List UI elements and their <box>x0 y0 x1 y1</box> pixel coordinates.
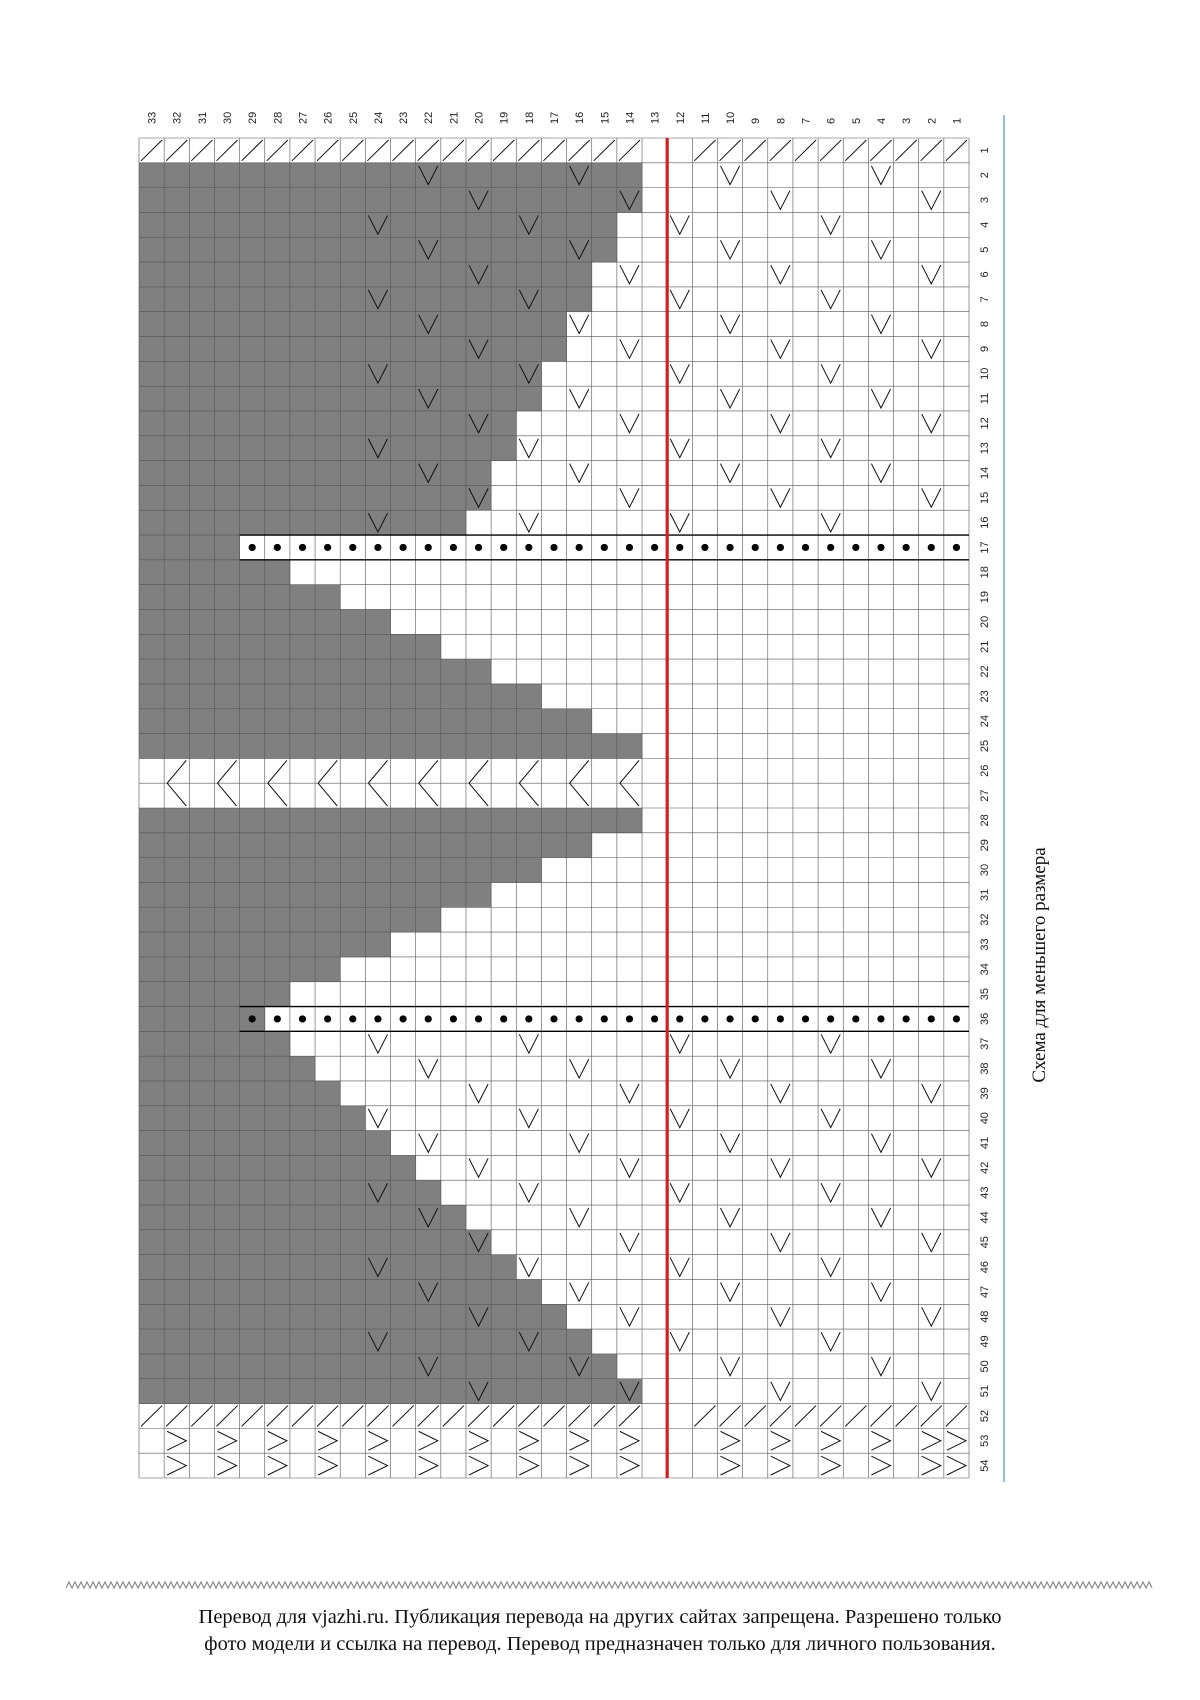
top-axis-label: 28 <box>272 111 285 124</box>
dot-symbol <box>299 544 306 551</box>
shaded-block <box>391 634 417 758</box>
top-axis-label: 30 <box>222 111 235 124</box>
top-axis-label: 33 <box>146 111 159 124</box>
dot-symbol <box>777 544 784 551</box>
dot-symbol <box>877 1015 884 1022</box>
shaded-block <box>164 163 190 536</box>
top-axis-label: 31 <box>196 111 209 124</box>
right-axis-label: 7 <box>979 296 991 303</box>
right-axis-label: 48 <box>979 1310 991 1323</box>
shaded-block <box>214 535 240 759</box>
shaded-block <box>416 808 442 932</box>
dot-symbol <box>374 544 381 551</box>
chart-caption-text: Схема для меньшего размера <box>1029 847 1050 1083</box>
right-axis-label: 12 <box>979 417 991 430</box>
right-axis-label: 44 <box>979 1211 991 1224</box>
right-axis-label: 9 <box>979 345 991 352</box>
right-axis-label: 18 <box>979 566 991 579</box>
dot-symbol <box>601 544 608 551</box>
top-axis-label: 12 <box>674 111 687 124</box>
right-axis-label: 24 <box>979 715 991 728</box>
dot-symbol <box>852 1015 859 1022</box>
shaded-block <box>290 585 316 759</box>
right-axis-label: 30 <box>979 863 991 877</box>
shaded-block <box>240 163 266 536</box>
dot-symbol <box>324 544 331 551</box>
shaded-block <box>265 1031 291 1404</box>
right-axis-label: 47 <box>979 1285 991 1299</box>
right-axis-label: 5 <box>979 246 991 253</box>
dot-symbol <box>802 544 809 551</box>
dot-symbol <box>475 1015 482 1022</box>
shaded-block <box>416 634 442 758</box>
dot-symbol <box>827 544 834 551</box>
right-axis-label: 45 <box>979 1236 991 1249</box>
dot-symbol <box>626 1015 633 1022</box>
right-axis-label: 32 <box>979 913 991 926</box>
dot-symbol <box>374 1015 381 1022</box>
top-axis-label: 25 <box>347 111 360 124</box>
dot-symbol <box>450 544 457 551</box>
top-axis-label: 24 <box>372 111 385 124</box>
top-axis-label: 4 <box>875 117 888 124</box>
top-axis-label: 11 <box>699 112 712 124</box>
top-axis-label: 18 <box>523 111 536 124</box>
dot-symbol <box>576 544 583 551</box>
top-axis-label: 20 <box>473 111 486 124</box>
shaded-block <box>139 163 165 536</box>
dot-symbol <box>399 1015 406 1022</box>
dot-symbol <box>827 1015 834 1022</box>
dot-symbol <box>601 1015 608 1022</box>
top-axis-label: 3 <box>901 117 914 124</box>
top-axis-label: 14 <box>624 111 637 124</box>
top-axis-label: 5 <box>850 117 863 124</box>
shaded-block <box>315 808 341 982</box>
right-axis-label: 34 <box>979 963 991 976</box>
top-axis-label: 7 <box>800 117 813 124</box>
shaded-block <box>491 684 517 759</box>
right-axis-label: 40 <box>979 1112 991 1125</box>
top-axis-label: 10 <box>725 111 738 124</box>
right-axis-label: 15 <box>979 491 991 504</box>
top-axis-label: 9 <box>750 117 763 124</box>
dot-symbol <box>525 1015 532 1022</box>
right-axis-label: 35 <box>979 987 991 1001</box>
shaded-block <box>491 808 517 883</box>
shaded-block <box>290 808 316 982</box>
dot-symbol <box>726 1015 733 1022</box>
shaded-block <box>391 163 417 536</box>
dot-symbol <box>903 544 910 551</box>
right-axis-label: 8 <box>979 321 991 328</box>
dot-symbol <box>425 544 432 551</box>
top-axis-label: 19 <box>498 111 511 124</box>
dot-symbol <box>953 544 960 551</box>
right-axis-label: 39 <box>979 1087 991 1100</box>
dot-symbol <box>525 544 532 551</box>
shaded-block <box>315 585 341 759</box>
footer-zigzag-divider <box>66 1582 1152 1588</box>
dot-symbol <box>425 1015 432 1022</box>
shaded-block <box>416 1180 442 1404</box>
dot-symbol <box>576 1015 583 1022</box>
right-axis-label: 1 <box>979 147 991 154</box>
right-axis-label: 33 <box>979 938 991 951</box>
shaded-block <box>214 163 240 536</box>
dot-symbol <box>550 544 557 551</box>
right-axis-label: 14 <box>979 466 991 480</box>
dot-symbol <box>903 1015 910 1022</box>
right-axis-label: 26 <box>979 764 991 777</box>
top-axis-numbers <box>147 112 964 124</box>
zigzag-line <box>66 1582 1152 1588</box>
right-axis-label: 27 <box>979 789 991 802</box>
right-axis-numbers <box>979 147 991 1471</box>
shaded-block <box>617 808 643 833</box>
dot-symbol <box>500 1015 507 1022</box>
top-axis-label: 26 <box>322 111 335 124</box>
top-axis-label: 21 <box>448 111 461 124</box>
right-axis-label: 54 <box>979 1459 991 1472</box>
right-axis-label: 31 <box>979 888 991 901</box>
right-axis-label: 37 <box>979 1037 991 1050</box>
right-axis-label: 13 <box>979 442 991 455</box>
dot-symbol <box>802 1015 809 1022</box>
right-axis-label: 22 <box>979 665 991 678</box>
right-axis-label: 23 <box>979 690 991 703</box>
dot-symbol <box>299 1015 306 1022</box>
dot-symbol <box>450 1015 457 1022</box>
dot-symbol <box>274 1015 281 1022</box>
shaded-block <box>189 535 215 759</box>
dot-symbol <box>877 544 884 551</box>
shaded-block <box>416 163 442 536</box>
top-axis-label: 22 <box>423 111 436 124</box>
right-axis-label: 42 <box>979 1161 991 1174</box>
dot-symbol <box>676 544 683 551</box>
shaded-block <box>516 1279 542 1403</box>
shaded-block <box>365 1131 391 1404</box>
dot-symbol <box>928 544 935 551</box>
dot-symbol <box>752 1015 759 1022</box>
dot-symbol <box>953 1015 960 1022</box>
right-axis-label: 20 <box>979 615 991 629</box>
dot-symbol <box>651 544 658 551</box>
shaded-block <box>466 1230 492 1404</box>
dot-symbol <box>399 544 406 551</box>
right-axis-label: 11 <box>979 392 991 405</box>
shaded-block <box>340 163 366 536</box>
right-axis-label: 10 <box>979 367 991 380</box>
dot-symbol <box>701 1015 708 1022</box>
right-axis-label: 38 <box>979 1062 991 1075</box>
footer-line-1: Перевод для vjazhi.ru. Публикация перевода на других сайтах запрещена. Разрешено только <box>198 1606 1002 1628</box>
top-axis-label: 15 <box>599 111 612 124</box>
dot-symbol <box>249 544 256 551</box>
top-axis-label: 13 <box>649 111 662 124</box>
shaded-block <box>391 808 417 932</box>
dot-symbol <box>651 1015 658 1022</box>
shaded-block <box>164 932 190 1404</box>
shaded-block <box>290 163 316 536</box>
top-axis-label: 23 <box>398 111 411 124</box>
dot-symbol <box>852 544 859 551</box>
top-axis-label: 6 <box>825 117 838 124</box>
right-axis-label: 43 <box>979 1186 991 1199</box>
right-axis-label: 25 <box>979 739 991 753</box>
dot-symbol <box>274 544 281 551</box>
top-axis-label: 29 <box>247 111 260 124</box>
right-axis-label: 51 <box>979 1385 991 1398</box>
right-axis-label: 17 <box>979 541 991 554</box>
right-axis-label: 29 <box>979 839 991 852</box>
shaded-block <box>315 1081 341 1404</box>
top-axis-label: 27 <box>297 111 310 124</box>
right-axis-label: 46 <box>979 1260 991 1274</box>
right-axis-label: 6 <box>979 271 991 278</box>
shaded-block <box>617 734 643 759</box>
dot-symbol <box>475 544 482 551</box>
dot-symbol <box>349 544 356 551</box>
right-axis-label: 28 <box>979 814 991 827</box>
top-axis-label: 16 <box>574 111 587 124</box>
shaded-block <box>441 163 467 536</box>
right-axis-label: 41 <box>979 1136 991 1150</box>
dot-symbol <box>777 1015 784 1022</box>
dot-symbol <box>726 544 733 551</box>
shaded-block <box>567 1329 593 1404</box>
right-axis-label: 16 <box>979 516 991 529</box>
right-axis-label: 52 <box>979 1409 991 1423</box>
shaded-block <box>592 734 618 759</box>
shaded-block <box>365 163 391 536</box>
shaded-block <box>189 163 215 536</box>
top-axis-label: 8 <box>775 117 788 124</box>
dot-symbol <box>249 1015 256 1022</box>
dot-symbol <box>676 1015 683 1022</box>
dot-symbol <box>752 544 759 551</box>
right-axis-label: 19 <box>979 590 991 604</box>
top-axis-label: 32 <box>171 111 184 124</box>
top-axis-label: 2 <box>926 117 939 124</box>
shaded-block <box>265 163 291 536</box>
shaded-block <box>516 684 542 759</box>
top-axis-label: 1 <box>951 117 964 124</box>
dot-symbol <box>349 1015 356 1022</box>
dot-symbol <box>626 544 633 551</box>
shaded-block <box>516 808 542 883</box>
shaded-block <box>315 163 341 536</box>
shaded-block <box>592 808 618 833</box>
footer-line-2: фото модели и ссылка на перевод. Перевод предназначен только для личного пользования. <box>204 1633 996 1655</box>
right-axis-label: 3 <box>979 196 991 204</box>
dot-symbol <box>701 544 708 551</box>
dot-symbol <box>550 1015 557 1022</box>
right-axis-label: 36 <box>979 1012 991 1026</box>
dot-symbol <box>928 1015 935 1022</box>
footer-notice <box>40 1604 1160 1658</box>
right-axis-label: 49 <box>979 1335 991 1348</box>
right-axis-label: 2 <box>979 172 991 179</box>
right-axis-label: 50 <box>979 1360 991 1373</box>
top-axis-label: 17 <box>549 111 561 124</box>
right-axis-label: 21 <box>979 640 991 653</box>
shaded-block <box>214 982 240 1404</box>
dot-symbol <box>500 544 507 551</box>
dot-symbol <box>324 1015 331 1022</box>
right-axis-label: 4 <box>979 221 991 228</box>
right-axis-label: 53 <box>979 1434 991 1447</box>
